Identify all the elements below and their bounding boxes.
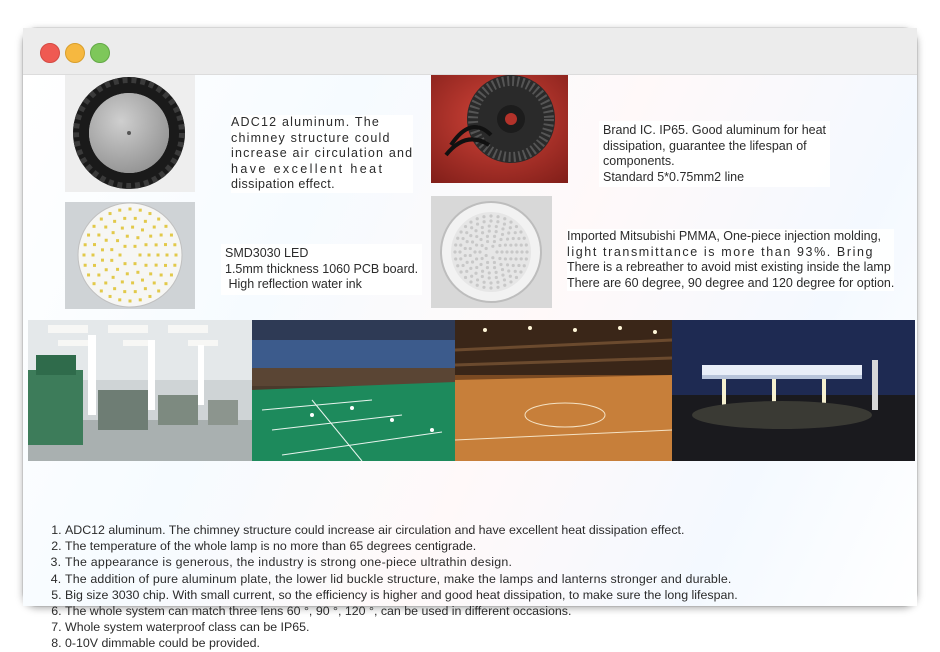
- driver-caption-line: dissipation, guarantee the lifespan of: [603, 138, 807, 153]
- close-window-button[interactable]: [40, 43, 60, 63]
- browser-window: [23, 28, 917, 651]
- led-board-caption: [221, 244, 422, 295]
- feature-item: 4. The addition of pure aluminum plate, the lower lid buckle structure, make the lamps and lanterns stronger and durable.: [65, 571, 738, 587]
- lens-caption: [567, 229, 894, 291]
- driver-caption-line: components.: [603, 154, 675, 169]
- lens-caption-line: There is a rebreather to avoid mist existing inside the lamp: [567, 260, 891, 275]
- driver-photo: [431, 75, 568, 183]
- feature-item: 6. The whole system can match three lens 60 °, 90 °, 120 °, can be used in different occasions.: [65, 603, 738, 619]
- page-content: [23, 75, 917, 651]
- housing-caption: [231, 115, 413, 193]
- driver-caption: [599, 121, 830, 187]
- led-board-caption-line: High reflection water ink: [225, 277, 362, 292]
- factory-photo: [28, 320, 252, 461]
- driver-caption-line: Standard 5*0.75mm2 line: [603, 169, 745, 184]
- minimize-window-button[interactable]: [65, 43, 85, 63]
- lens-caption-line: Imported Mitsubishi PMMA, One-piece injection molding,: [567, 229, 882, 243]
- housing-caption-line: have excellent heat: [231, 161, 385, 176]
- lens-caption-line: light transmittance is more than 93%. Bring: [567, 244, 875, 259]
- feature-item: 1. ADC12 aluminum. The chimney structure could increase air circulation and have excellent heat dissipation effect.: [65, 522, 738, 538]
- feature-item: 8. 0-10V dimmable could be provided.: [65, 635, 738, 651]
- gymnasium-photo: [252, 320, 455, 461]
- driver-caption-line: Brand IC. IP65. Good aluminum for heat: [603, 123, 827, 137]
- led-board-photo: [65, 202, 195, 309]
- lens-caption-line: There are 60 degree, 90 degree and 120 degree for option.: [567, 275, 895, 290]
- led-board-caption-line: 1.5mm thickness 1060 PCB board.: [225, 261, 419, 276]
- basketball-court-photo: [455, 320, 672, 461]
- housing-caption-line: chimney structure could: [231, 130, 391, 145]
- housing-caption-line: ADC12 aluminum. The: [231, 115, 381, 129]
- feature-list: [47, 522, 738, 652]
- feature-item: 7. Whole system waterproof class can be IP65.: [65, 619, 738, 635]
- housing-photo: [65, 75, 195, 192]
- gas-station-photo: [672, 320, 915, 461]
- feature-item: 2. The temperature of the whole lamp is no more than 65 degrees centigrade.: [65, 538, 738, 554]
- lens-photo: [431, 196, 552, 308]
- housing-caption-line: dissipation effect.: [231, 177, 335, 192]
- feature-item: 5. Big size 3030 chip. With small current, so the efficiency is higher and good heat dissipation, to make sure the long lifespan.: [65, 587, 738, 603]
- housing-caption-line: increase air circulation and: [231, 146, 414, 161]
- feature-item: 3. The appearance is generous, the industry is strong one-piece ultrathin design.: [65, 554, 738, 570]
- title-bar: [23, 28, 917, 75]
- led-board-caption-line: SMD3030 LED: [225, 246, 309, 260]
- maximize-window-button[interactable]: [90, 43, 110, 63]
